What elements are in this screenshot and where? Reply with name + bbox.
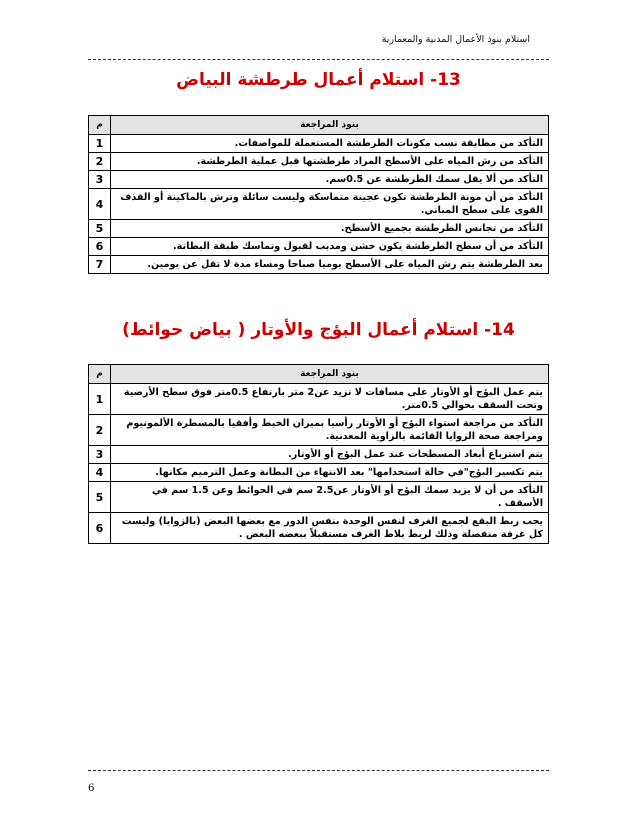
row-text: التأكد من أن لا يزيد سمك البؤج أو الأوتار عن2.5 سم في الحوائط وعن 1.5 سم في الأسقف . [111, 482, 549, 513]
row-number: 4 [89, 464, 111, 482]
column-header-number: م [89, 365, 111, 384]
row-text: بعد الطرطشة يتم رش المياه على الأسطح يوميا صباحا ومساء مدة لا تقل عن يومين. [111, 256, 549, 274]
section-14-title: 14- استلام أعمال البؤج والأوتار ( بياض حوائط) [122, 320, 515, 340]
row-number: 1 [89, 135, 111, 153]
table-row [89, 446, 549, 464]
row-number: 2 [89, 153, 111, 171]
table-row [89, 171, 549, 189]
row-text: يجب ربط البقع لجميع الغرف لنفس الوحدة بنفس الدور مع بعضها البعض (بالزوايا) وليست كل غرفة منفصلة وذلك لربط بلاط الغرف مستقبلاً ببعضه البعض . [111, 513, 549, 544]
row-text: يتم تكسير البؤج"في حالة استخدامها" بعد الانتهاء من البطانة وعمل الترميم مكانها. [111, 464, 549, 482]
column-header-number: م [89, 116, 111, 135]
row-text: التأكد من رش المياه على الأسطح المراد طرطشتها قبل عملية الطرطشة. [111, 153, 549, 171]
table-header-row [89, 365, 549, 384]
row-text: التأكد من مطابقة نسب مكونات الطرطشة المستعملة للمواصفات. [111, 135, 549, 153]
table-row [89, 415, 549, 446]
table-row [89, 135, 549, 153]
row-text: التأكد من ألا يقل سمك الطرطشة عن 0.5سم. [111, 171, 549, 189]
row-number: 7 [89, 256, 111, 274]
table-row [89, 238, 549, 256]
row-number: 2 [89, 415, 111, 446]
row-text: يتم استرباع أبعاد المسطحات عند عمل البؤج أو الأوتار. [111, 446, 549, 464]
table-row [89, 482, 549, 513]
footer-divider [88, 770, 549, 771]
table-row [89, 220, 549, 238]
row-number: 5 [89, 482, 111, 513]
row-text: التأكد من أن سطح الطرطشة يكون خشن ومدبب لقبول وتماسك طبقة البطانة. [111, 238, 549, 256]
row-number: 4 [89, 189, 111, 220]
row-number: 3 [89, 446, 111, 464]
row-text: التأكد من مراجعة استواء البؤج أو الأوتار رأسيا بميزان الخيط وأفقيا بالمسطرة الألمونيوم ومراجعة صحة الزوايا القائمة بالزاوية المعدنية. [111, 415, 549, 446]
row-text: التأكد من أن مونة الطرطشة تكون عجينة متماسكة وليست سائلة وترش بالماكينة أو القذف القوى على سطح المباني. [111, 189, 549, 220]
section-13-table [88, 115, 549, 274]
header-divider [88, 59, 549, 60]
column-header-items: بنود المراجعة [111, 116, 549, 135]
row-number: 3 [89, 171, 111, 189]
section-13-title: 13- استلام أعمال طرطشة البياض [176, 70, 461, 90]
table-row [89, 189, 549, 220]
row-text: يتم عمل البؤج أو الأوتار على مسافات لا تزيد عن2 متر بارتفاع 0.5متر فوق سطح الأرضية وتحت السقف بحوالي 0.5متر. [111, 384, 549, 415]
row-number: 1 [89, 384, 111, 415]
section-14-table [88, 364, 549, 544]
row-text: التأكد من تجانس الطرطشة بجميع الأسطح. [111, 220, 549, 238]
table-header-row [89, 116, 549, 135]
table-row [89, 513, 549, 544]
row-number: 5 [89, 220, 111, 238]
table-row [89, 256, 549, 274]
running-header: استلام بنود الأعمال المدنية والمعمارية [381, 34, 530, 45]
page-number: 6 [88, 783, 95, 794]
table-row [89, 153, 549, 171]
column-header-items: بنود المراجعة [111, 365, 549, 384]
row-number: 6 [89, 513, 111, 544]
table-row [89, 384, 549, 415]
row-number: 6 [89, 238, 111, 256]
table-row [89, 464, 549, 482]
